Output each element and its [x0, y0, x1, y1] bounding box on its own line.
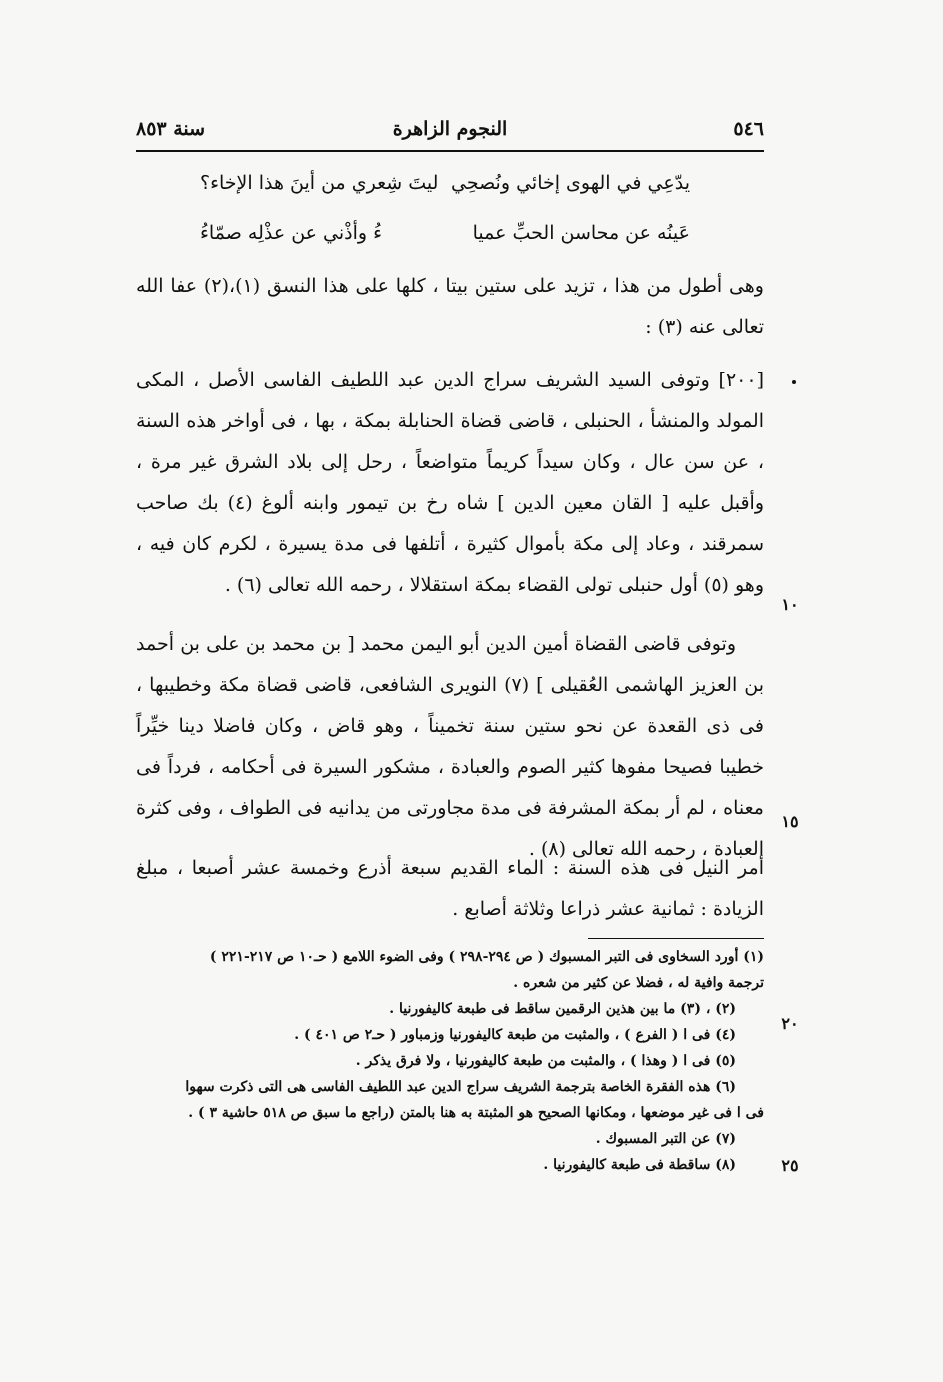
paragraph-intro-block: [136, 266, 764, 348]
line-number: ١٠: [781, 595, 799, 614]
paragraph: أمر النيل فى هذه السنة : الماء القديم سبعة أذرع وخمسة عشر أصبعا ، مبلغ الزيادة : ثمانية عشر ذراعا وثلاثة أصابع .: [136, 857, 764, 920]
footnote-continuation: فى ا فى غير موضعها ، ومكانها الصحيح هو المثبتة به هنا بالمتن (راجع ما سبق ص ٥١٨ حاشية ٣ ) .: [188, 1105, 764, 1121]
running-header: [136, 112, 764, 146]
book-title: النجوم الزاهرة: [392, 118, 508, 140]
verse-hemistich-right: يدّعِي في الهوى إخائي ونُصحِي: [450, 172, 690, 194]
footnote: (٦) هذه الفقرة الخاصة بترجمة الشريف سراج الدين عبد اللطيف الفاسى هى التى ذكرت سهوا: [185, 1079, 736, 1095]
footnote: (٧) عن التبر المسبوك .: [595, 1131, 736, 1147]
paragraph-obituary-1-block: [136, 360, 764, 606]
paragraph-nile-block: [136, 848, 764, 930]
year-label: سنة ٨٥٣: [136, 118, 206, 140]
paragraph: [٢٠٠] وتوفى السيد الشريف سراج الدين عبد اللطيف الفاسى الأصل ، المكى المولد والمنشأ ، الحنبلى ، قاضى قضاة الحنابلة بمكة ، بها ، فى أواخر هذه السنة ، عن سن عال ، وكان سيداً كريماً متواضعاً ، رحل إلى بلاد الشرق غير مرة ، وأقبل عليه [ القان معين الدين ] شاه رخ بن تيمور وابنه ألوغ (٤) بك صاحب سمرقند ، وعاد إلى مكة بأموال كثيرة ، أتلفها فى مدة يسيرة ، لكرم كان فيه ، وهو (٥) أول حنبلى تولى القضاء بمكة استقلالا ، رحمه الله تعالى (٦) .: [136, 369, 764, 596]
footnote: (٥) فى ا ( وهذا ) ، والمثبت من طبعة كاليفورنيا ، ولا فرق يذكر .: [355, 1053, 736, 1069]
line-number: ٢٠: [781, 1014, 799, 1033]
footnote-continuation: ترجمة وافية له ، فضلا عن كثير من شعره .: [513, 975, 764, 991]
verse-hemistich-left: ءُ وأذْني عن عذْلِه صمّاءُ: [200, 222, 383, 244]
footnotes: [136, 944, 764, 1178]
paragraph-obituary-2-block: [136, 624, 764, 870]
section-marker: [792, 380, 796, 384]
page-number: ٥٤٦: [733, 118, 764, 140]
paragraph: وهى أطول من هذا ، تزيد على ستين بيتا ، كلها على هذا النسق (١)،(٢) عفا الله تعالى عنه (٣) :: [136, 275, 764, 338]
paragraph: وتوفى قاضى القضاة أمين الدين أبو اليمن محمد [ بن محمد بن على بن أحمد بن العزيز الهاشمى العُقيلى ] (٧) النويرى الشافعى، قاضى قضاة مكة وخطيبها ، فى ذى القعدة عن نحو ستين سنة تخميناً ، وهو قاض ، وكان فاضلا دينا خيِّراً خطيبا فصيحا مفوها كثير الصوم والعبادة ، مشكور السيرة فى أحكامه ، فرداً فى معناه ، لم أر بمكة المشرفة فى مدة مجاورتى من يدانيه فى الطواف ، وفى كثرة العبادة ، رحمه الله تعالى (٨) .: [136, 633, 764, 860]
verse-line: [150, 172, 750, 212]
footnote: (٨) ساقطة فى طبعة كاليفورنيا .: [543, 1157, 736, 1173]
verse-line: [150, 222, 750, 262]
line-number: ٢٥: [781, 1156, 799, 1175]
footnote-rule: [588, 938, 764, 939]
footnote: (٤) فى ا ( الفرع ) ، والمثبت من طبعة كاليفورنيا وزمباور ( حـ٢ ص ٤٠١ ) .: [294, 1027, 736, 1043]
footnote: (٢) ، (٣) ما بين هذين الرقمين ساقط فى طبعة كاليفورنيا .: [389, 1001, 736, 1017]
footnote: (١) أورد السخاوى فى التبر المسبوك ( ص ٢٩٤-٢٩٨ ) وفى الضوء اللامع ( حـ١٠ ص ٢١٧-٢٢١ ): [209, 949, 764, 965]
verse-hemistich-right: عَينُه عن محاسن الحبِّ عميا: [472, 222, 690, 244]
header-rule: [136, 150, 764, 152]
verse-hemistich-left: ليتَ شِعري من أينَ هذا الإخاء؟: [200, 172, 439, 194]
line-number: ١٥: [781, 812, 799, 831]
